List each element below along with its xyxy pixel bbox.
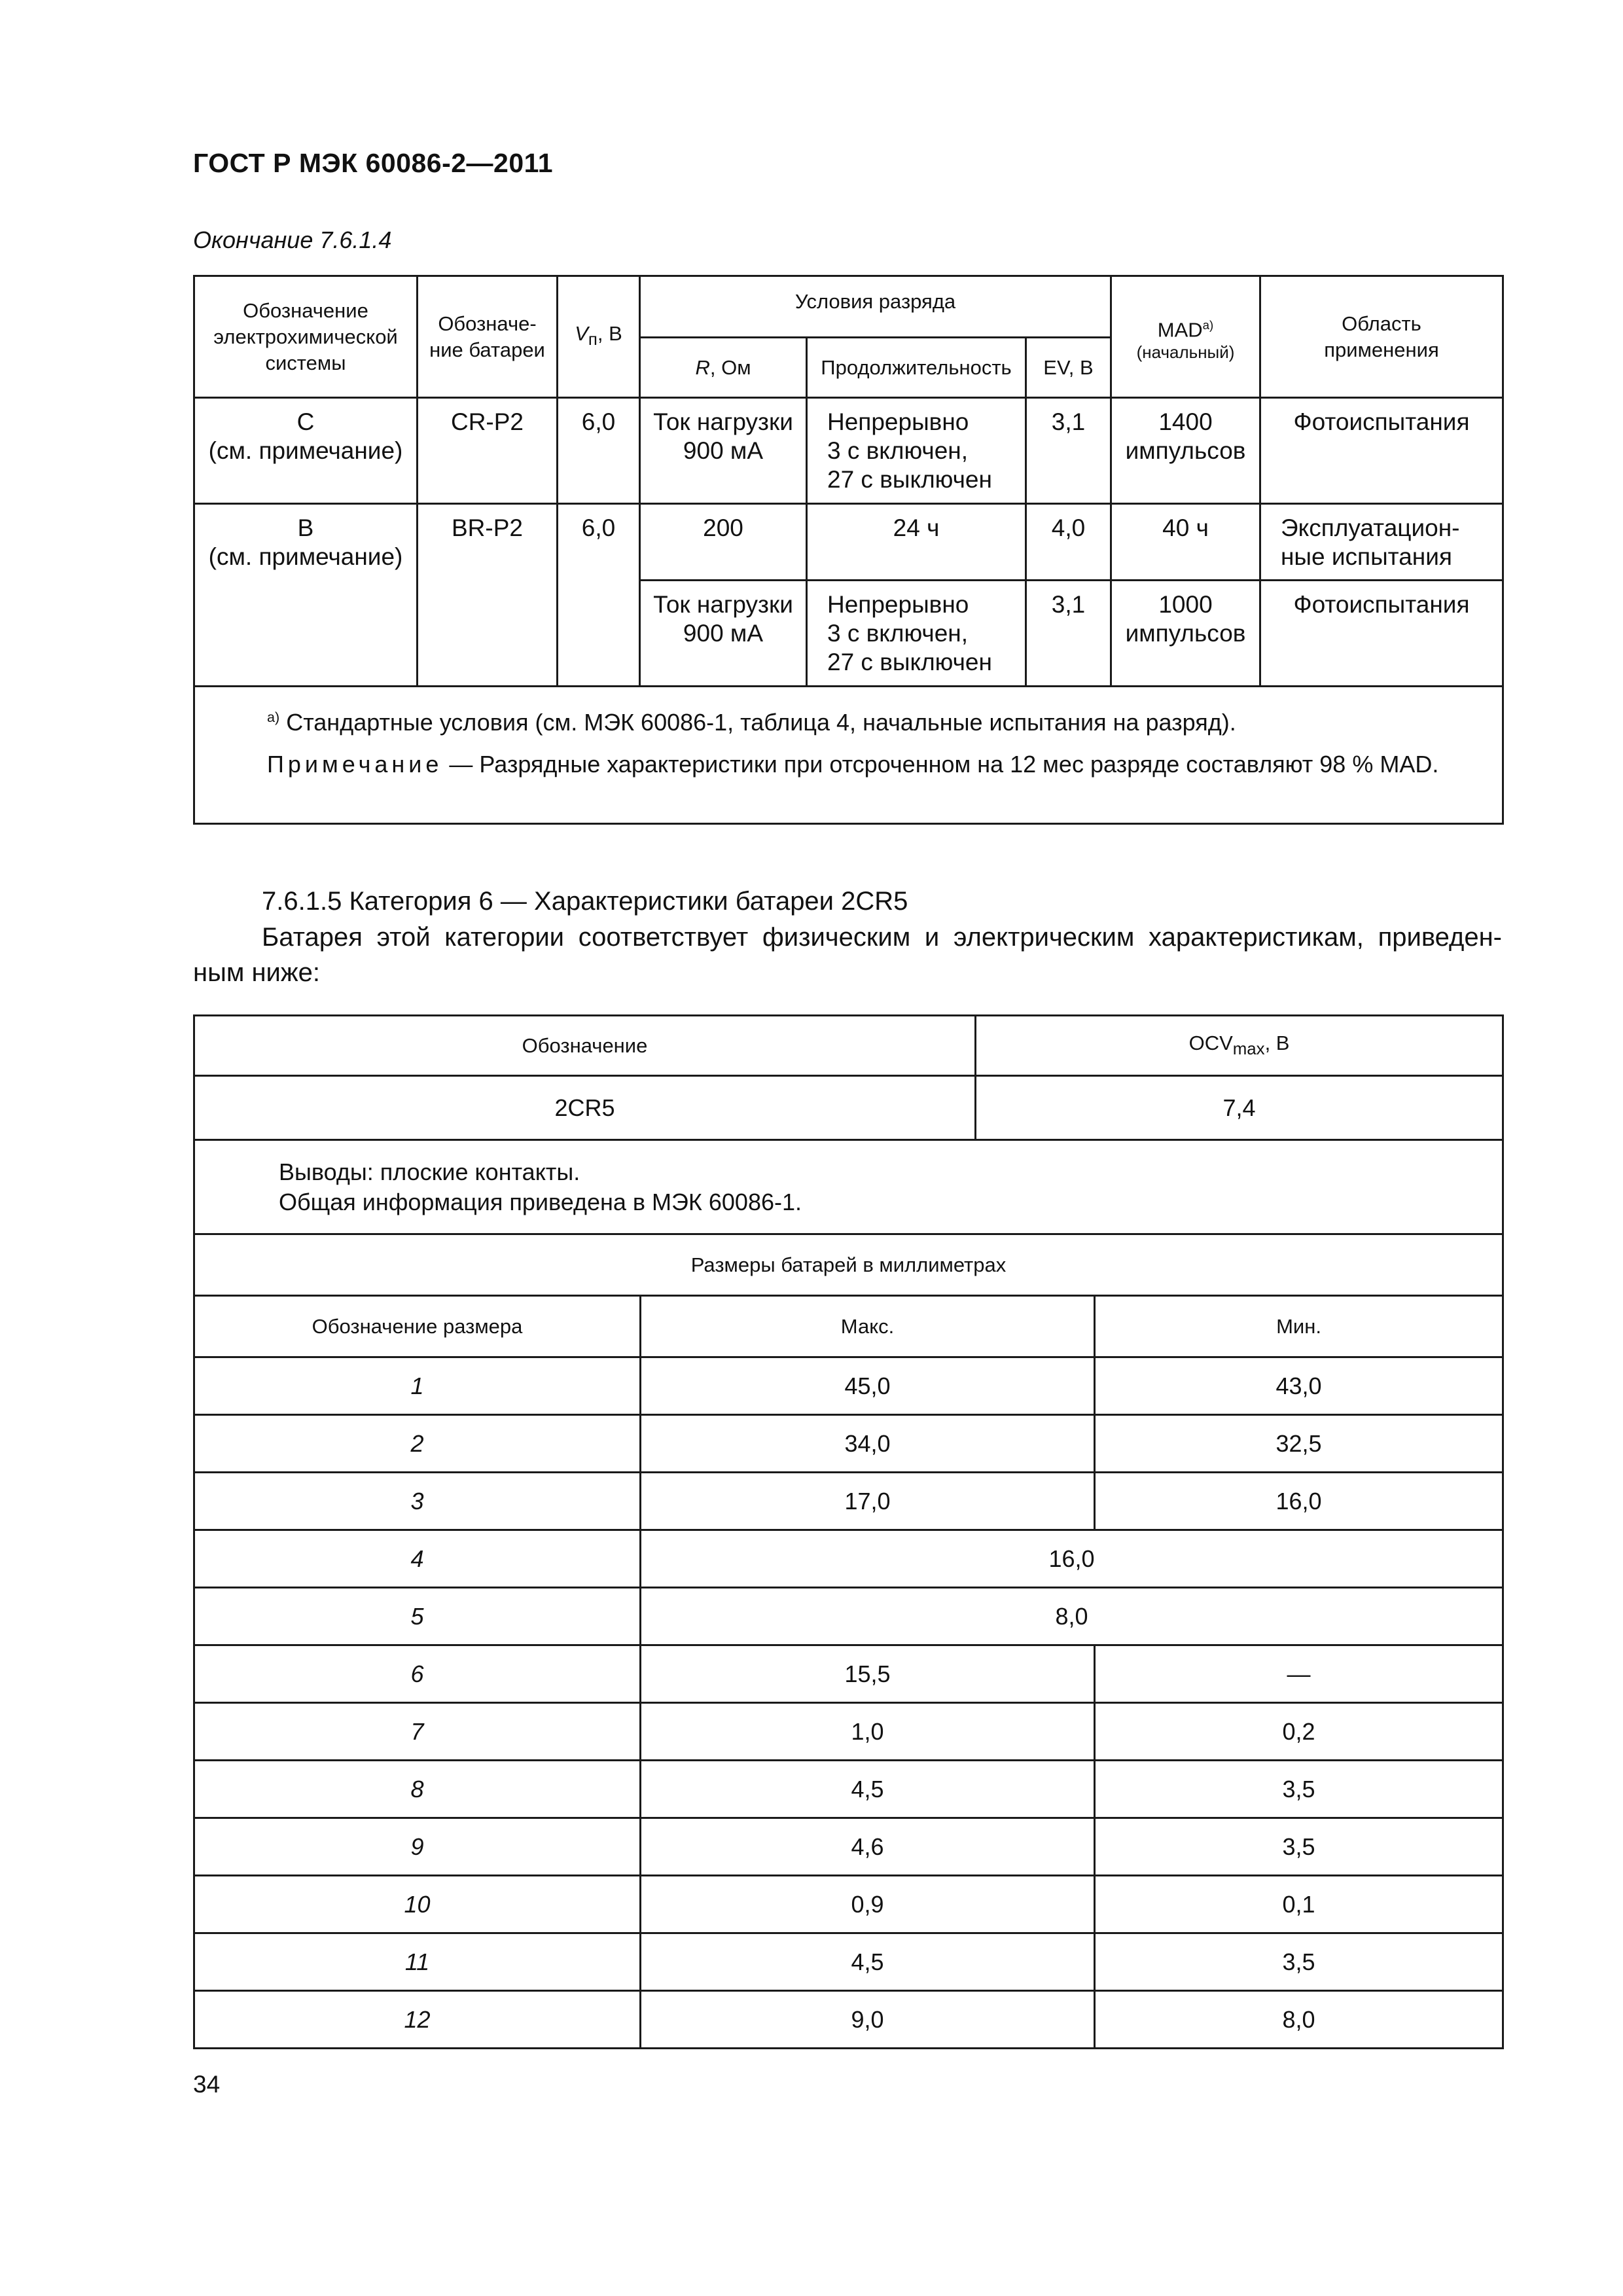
dims-title: Размеры батарей в миллиметрах [194, 1234, 1503, 1296]
cell-ocv: 7,4 [976, 1076, 1503, 1140]
cell-area: Эксплуатацион- ные испытания [1260, 504, 1503, 581]
cell-mad: 1000 импульсов [1111, 581, 1260, 687]
cell-max: 9,0 [641, 1991, 1095, 2049]
table-footnotes [194, 687, 1503, 824]
cell-size: 2 [194, 1415, 641, 1473]
table-row [194, 1530, 1503, 1588]
cell-r: 200 [640, 504, 807, 581]
cell-max: 34,0 [641, 1415, 1095, 1473]
cell-vn: 6,0 [558, 398, 640, 504]
header-system: Обозначение электрохимической системы [194, 276, 418, 398]
cell-size: 9 [194, 1818, 641, 1876]
table-row [194, 1645, 1503, 1703]
section-heading: 7.6.1.5 Категория 6 — Характеристики батареи 2CR5 [262, 887, 908, 916]
cell-battery: BR-P2 [418, 504, 558, 687]
header-ocv: $OCV_{max}$, В [976, 1016, 1503, 1076]
cell-area: Фотоиспытания [1260, 398, 1503, 504]
cell-min: 8,0 [1095, 1991, 1503, 2049]
table-row [194, 398, 1503, 504]
table-row [194, 1415, 1503, 1473]
header-r: R, Ом [640, 338, 807, 398]
table-row [194, 1588, 1503, 1645]
dimensions-table [193, 1014, 1504, 2049]
cell-min: 3,5 [1095, 1818, 1503, 1876]
cell-vn: 6,0 [558, 504, 640, 687]
cell-ev: 3,1 [1026, 581, 1111, 687]
cell-size: 1 [194, 1357, 641, 1415]
table-row [194, 1991, 1503, 2049]
header-discharge: Условия разряда [640, 276, 1111, 338]
cell-duration: 24 ч [807, 504, 1026, 581]
page-number: 34 [193, 2071, 221, 2098]
section-paragraph-cont: ным ниже: [193, 958, 321, 987]
cell-min: 3,5 [1095, 1933, 1503, 1991]
cell-battery: CR-P2 [418, 398, 558, 504]
cell-system: B (см. примечание) [194, 504, 418, 687]
table-row [194, 1703, 1503, 1761]
cell-size: 4 [194, 1530, 641, 1588]
table-row [194, 1473, 1503, 1530]
header-duration: Продолжительность [807, 338, 1026, 398]
info-block: Выводы: плоские контакты. Общая информация приведена в МЭК 60086-1. [194, 1140, 1503, 1234]
document-header: ГОСТ Р МЭК 60086-2—2011 [193, 148, 554, 178]
cell-value: 8,0 [641, 1588, 1503, 1645]
cell-min: 32,5 [1095, 1415, 1503, 1473]
cell-r: Ток нагрузки 900 мА [640, 581, 807, 687]
cell-size: 10 [194, 1876, 641, 1933]
cell-ev: 3,1 [1026, 398, 1111, 504]
cell-duration: Непрерывно 3 с включен, 27 с выключен [807, 581, 1026, 687]
cell-ev: 4,0 [1026, 504, 1111, 581]
cell-r: Ток нагрузки 900 мА [640, 398, 807, 504]
cell-size: 7 [194, 1703, 641, 1761]
cell-max: 4,5 [641, 1761, 1095, 1818]
cell-min: 0,1 [1095, 1876, 1503, 1933]
cell-min: 3,5 [1095, 1761, 1503, 1818]
col-size: Обозначение размера [194, 1296, 641, 1357]
table-row [194, 504, 1503, 581]
cell-designation: 2CR5 [194, 1076, 976, 1140]
cell-size: 5 [194, 1588, 641, 1645]
col-max: Макс. [641, 1296, 1095, 1357]
cell-size: 12 [194, 1991, 641, 2049]
cell-max: 17,0 [641, 1473, 1095, 1530]
cell-max: 4,6 [641, 1818, 1095, 1876]
table-row [194, 1876, 1503, 1933]
cell-min: 43,0 [1095, 1357, 1503, 1415]
cell-min: 16,0 [1095, 1473, 1503, 1530]
cell-size: 11 [194, 1933, 641, 1991]
header-ev: EV, В [1026, 338, 1111, 398]
cell-value: 16,0 [641, 1530, 1503, 1588]
note: Примечание — Разрядные характеристики при отсроченном на 12 мес разряде составляют 98 % MAD. [267, 751, 1439, 778]
col-min: Мин. [1095, 1296, 1503, 1357]
cell-system: C (см. примечание) [194, 398, 418, 504]
header-mad: MAD$^{a)}$ (начальный) [1111, 276, 1260, 398]
cell-min: 0,2 [1095, 1703, 1503, 1761]
header-area: Область применения [1260, 276, 1503, 398]
cell-size: 8 [194, 1761, 641, 1818]
footnote: $^{a)}$ Стандартные условия (см. МЭК 60086-1, таблица 4, начальные испытания на разряд). [267, 709, 1236, 736]
cell-max: 4,5 [641, 1933, 1095, 1991]
cell-max: 45,0 [641, 1357, 1095, 1415]
cell-size: 3 [194, 1473, 641, 1530]
cell-max: 15,5 [641, 1645, 1095, 1703]
header-vn: $V_п$, В [558, 276, 640, 398]
cell-max: 0,9 [641, 1876, 1095, 1933]
cell-max: 1,0 [641, 1703, 1095, 1761]
table-row [194, 1357, 1503, 1415]
cell-mad: 40 ч [1111, 504, 1260, 581]
cell-mad: 1400 импульсов [1111, 398, 1260, 504]
section-paragraph: Батарея этой категории соответствует физическим и электрическим характеристикам, приведен- [262, 923, 1502, 952]
cell-area: Фотоиспытания [1260, 581, 1503, 687]
cell-duration: Непрерывно 3 с включен, 27 с выключен [807, 398, 1026, 504]
cell-size: 6 [194, 1645, 641, 1703]
discharge-table [193, 275, 1504, 825]
header-battery: Обозначе- ние батареи [418, 276, 558, 398]
continuation-label: Окончание 7.6.1.4 [193, 226, 392, 253]
table-row [194, 1761, 1503, 1818]
table-row [194, 1933, 1503, 1991]
cell-min: — [1095, 1645, 1503, 1703]
header-designation: Обозначение [194, 1016, 976, 1076]
table-row [194, 1818, 1503, 1876]
